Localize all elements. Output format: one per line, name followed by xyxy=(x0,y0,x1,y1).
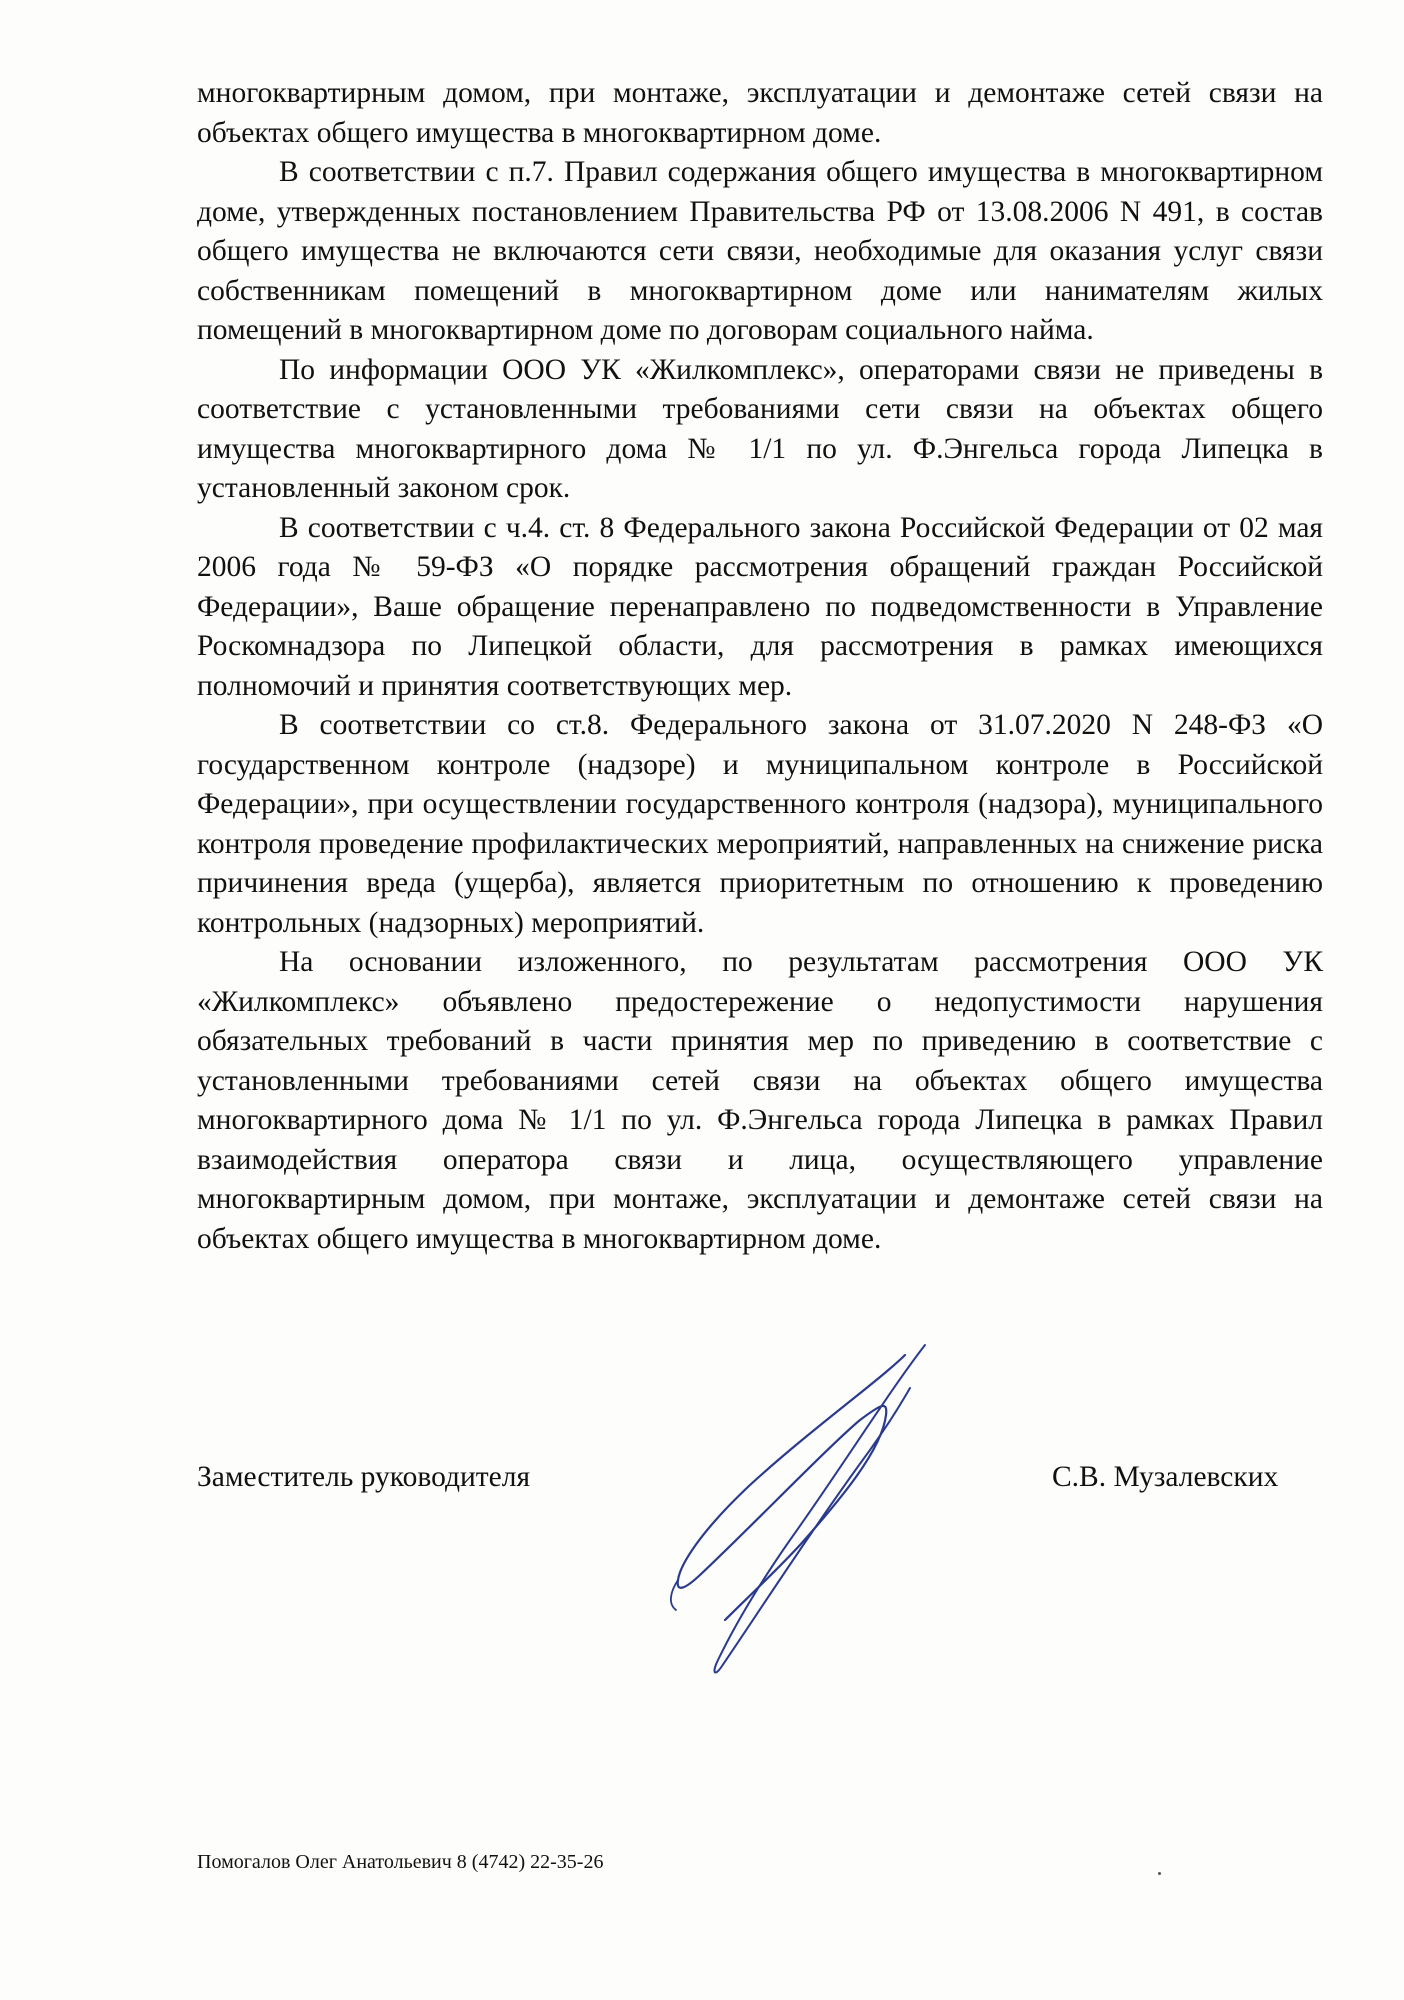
paragraph-redirect: В соответствии с ч.4. ст. 8 Федерального закона Российской Федерации от 02 мая 2006 года № 59-ФЗ «О порядке рассмотрения обращений граждан Российской Федерации», Ваше обращение перенаправлено по подведомственности в Управление Роскомнадзора по Липецкой области, для рассмотрения в рамках имеющихся полномочий и принятия соответствующих мер. xyxy=(197,511,1323,702)
signature-stroke-loop xyxy=(678,1355,905,1620)
paragraph-control-law: В соответствии со ст.8. Федерального закона от 31.07.2020 N 248-ФЗ «О государственном контроле (надзоре) и муниципальном контроле в Российской Федерации», при осуществлении государственного контроля (надзора), муниципального контроля проведение профилактических мероприятий, направленных на снижение риска причинения вреда (ущерба), является приоритетным по отношению к проведению контрольных (надзорных) мероприятий. xyxy=(197,709,1323,939)
paragraph-property-rules: В соответствии с п.7. Правил содержания общего имущества в многоквартирном доме, утвержденных постановлением Правительства РФ от 13.08.2006 N 491, в состав общего имущества не включаются сети связи, необходимые для оказания услуг связи собственникам помещений в многоквартирном доме или нанимателям жилых помещений в многоквартирном доме по договорам социального найма. xyxy=(197,156,1323,346)
executor-contact: Помогалов Олег Анатольевич 8 (4742) 22-35-26 xyxy=(197,1851,604,1873)
signatory-position: Заместитель руководителя xyxy=(197,1461,531,1493)
paragraph-conclusion: На основании изложенного, по результатам рассмотрения ООО УК «Жилкомплекс» объявлено предостережение о недопустимости нарушения обязательных требований в части принятия мер по приведению в соответствие с установленными требованиями сетей связи на объектах общего имущества многоквартирного дома № 1/1 по ул. Ф.Энгельса города Липецка в рамках Правил взаимодействия оператора связи и лица, осуществляющего управление многоквартирным домом, при монтаже, эксплуатации и демонтаже сетей связи на объектах общего имущества в многоквартирном доме. xyxy=(197,946,1323,1255)
scan-speck xyxy=(1158,1872,1161,1875)
signature-stroke-tail xyxy=(715,1345,925,1673)
handwritten-signature xyxy=(640,1300,1020,1720)
signatory-name: С.В. Музалевских xyxy=(1052,1461,1279,1493)
paragraph-management-info: По информации ООО УК «Жилкомплекс», операторами связи не приведены в соответствие с установленными требованиями сети связи на объектах общего имущества многоквартирного дома № 1/1 по ул. Ф.Энгельса города Липецка в установленный законом срок. xyxy=(197,353,1323,504)
letter-body xyxy=(197,74,1323,1259)
paragraph-continuation: многоквартирным домом, при монтаже, эксплуатации и демонтаже сетей связи на объектах общего имущества в многоквартирном доме. xyxy=(197,77,1323,149)
